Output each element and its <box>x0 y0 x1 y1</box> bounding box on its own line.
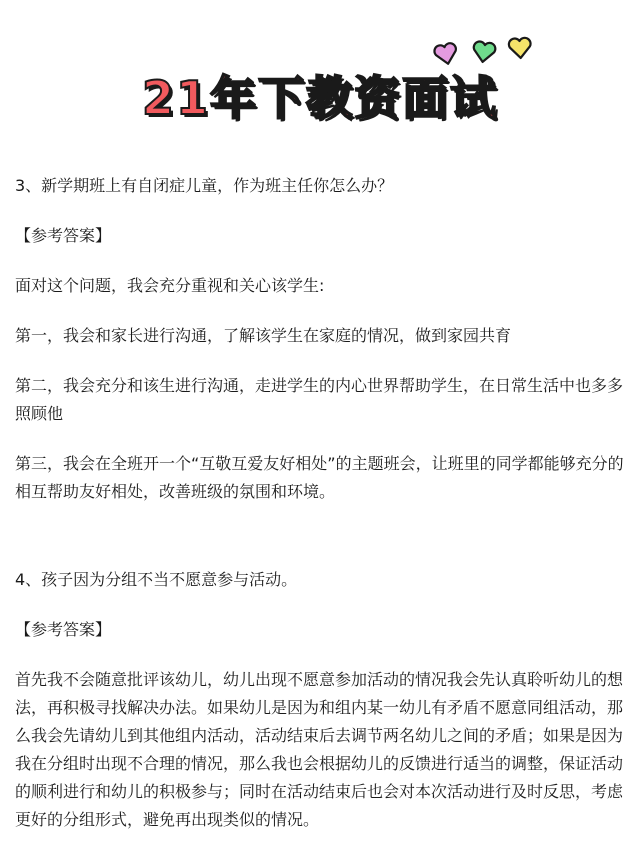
article-body <box>15 172 627 834</box>
answer-point-2: 第二，我会充分和该生进行沟通，走进学生的内心世界帮助学生，在日常生活中也多多照顾他 <box>15 376 624 423</box>
question-4: 4、孩子因为分组不当不愿意参与活动。 <box>15 570 298 589</box>
question-3: 3、新学期班上有自闭症儿童，作为班主任你怎么办？ <box>15 176 394 195</box>
page-title: 21年下教资面试 <box>141 71 498 125</box>
heart-icon <box>433 42 458 66</box>
answer-label-4: 【参考答案】 <box>15 620 112 639</box>
answer-point-3: 第三，我会在全班开一个“互敬互爱友好相处”的主题班会，让班里的同学都能够充分的相互帮助友好相处，改善班级的氛围和环境。 <box>15 454 624 501</box>
answer-intro: 面对这个问题，我会充分重视和关心该学生: <box>15 276 325 295</box>
heart-icon <box>509 37 532 58</box>
answer-label-3: 【参考答案】 <box>15 226 112 245</box>
heart-icon <box>472 41 496 64</box>
answer-4: 首先我不会随意批评该幼儿，幼儿出现不愿意参加活动的情况我会先认真聆听幼儿的想法，再积极寻找解决办法。如果幼儿是因为和组内某一幼儿有矛盾不愿意同组活动，那么我会先请幼儿到其他组内活动，活动结束后去调节两名幼儿之间的矛盾；如果是因为我在分组时出现不合理的情况，那么我也会根据幼儿的反馈进行适当的调整，保证活动的顺利进行和幼儿的积极参与；同时在活动结束后也会对本次活动进行及时反思，考虑更好的分组形式，避免再出现类似的情况。 <box>15 670 624 829</box>
hearts-decoration <box>430 34 540 68</box>
answer-point-1: 第一，我会和家长进行沟通，了解该学生在家庭的情况，做到家园共育 <box>15 326 512 345</box>
